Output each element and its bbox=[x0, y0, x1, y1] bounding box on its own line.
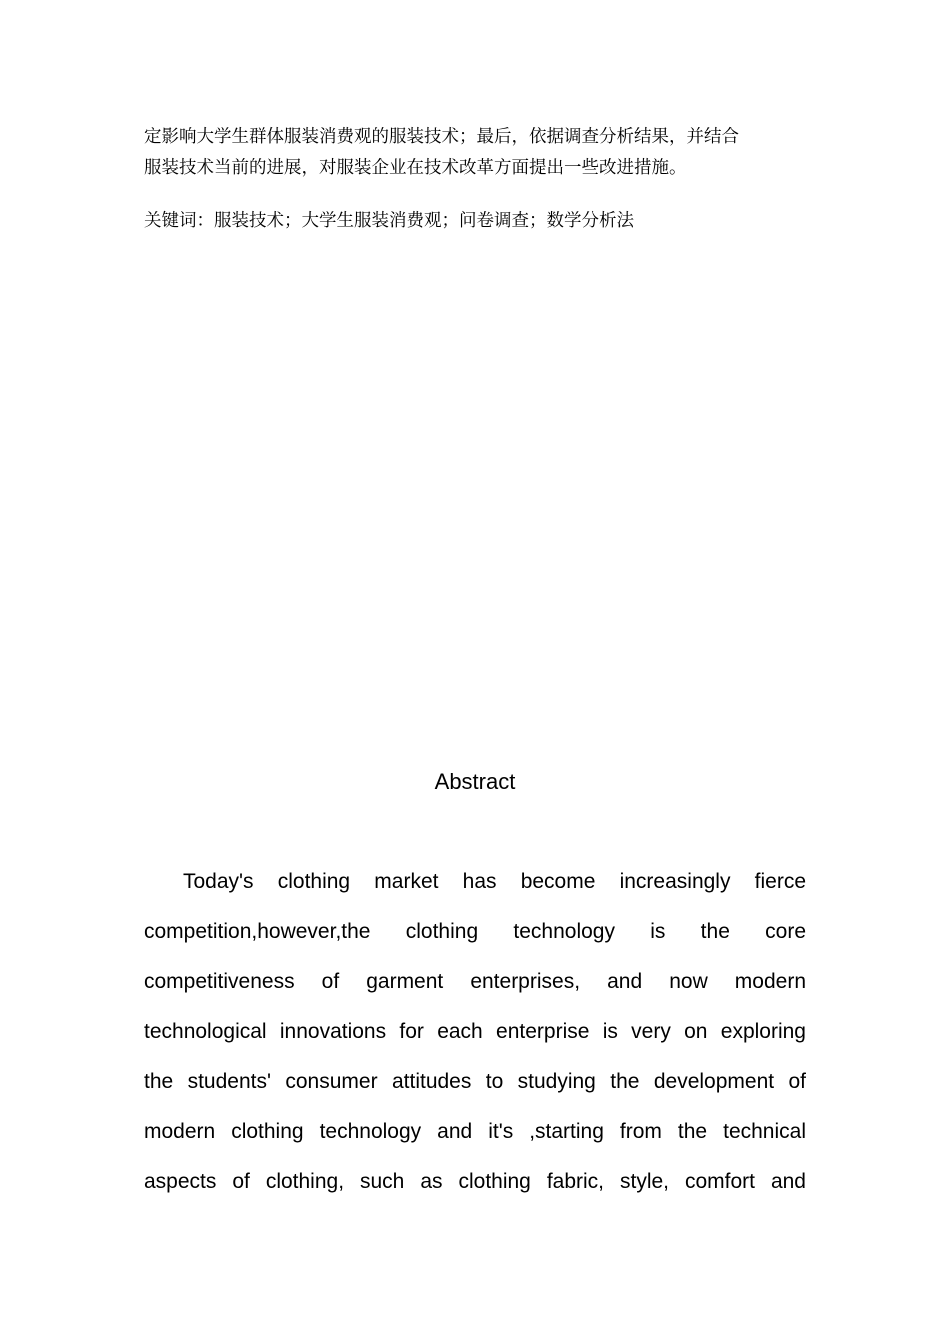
abstract-line-1: Today's clothing market has become increasingly fierce bbox=[183, 870, 806, 893]
abstract-line-3: competitiveness of garment enterprises, and now modern bbox=[144, 970, 806, 993]
abstract-title: Abstract bbox=[434, 769, 516, 794]
chinese-paragraph-line-2: 服装技术当前的进展，对服装企业在技术改革方面提出一些改进措施。 bbox=[144, 158, 687, 178]
abstract-line-2: competition,however,the clothing technology is the core bbox=[144, 920, 806, 943]
abstract-line-7: aspects of clothing, such as clothing fabric, style, comfort and bbox=[144, 1170, 806, 1193]
abstract-body bbox=[144, 857, 806, 1207]
abstract-line-4: technological innovations for each enterprise is very on exploring bbox=[144, 1020, 806, 1043]
chinese-abstract-paragraph bbox=[144, 122, 810, 184]
chinese-keywords: 关键词：服装技术；大学生服装消费观；问卷调查；数学分析法 bbox=[144, 211, 634, 231]
chinese-paragraph-line-1: 定影响大学生群体服装消费观的服装技术；最后，依据调查分析结果，并结合 bbox=[144, 127, 739, 147]
abstract-line-6: modern clothing technology and it's ,starting from the technical bbox=[144, 1120, 806, 1143]
abstract-line-5: the students' consumer attitudes to studying the development of bbox=[144, 1070, 806, 1093]
